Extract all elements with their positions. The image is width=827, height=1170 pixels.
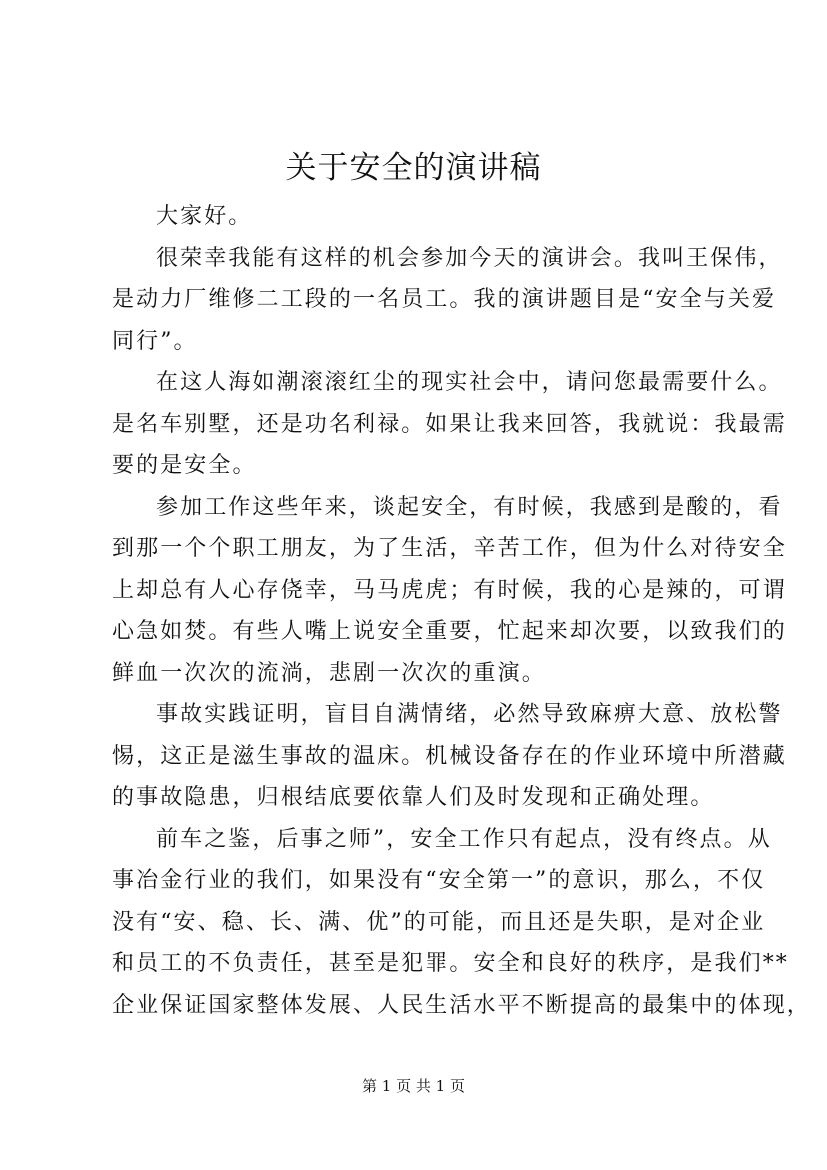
- text-line: 是名车别墅，还是功名利禄。如果让我来回答，我就说：我最需: [112, 411, 787, 437]
- paragraph-experience: [112, 487, 787, 695]
- text-line: 心急如焚。有些人嘴上说安全重要，忙起来却次要，以致我们的: [112, 619, 787, 644]
- text-line: 惕，这正是滋生事故的温床。机械设备存在的作业环境中所潜藏: [112, 743, 787, 769]
- text-line: 要的是安全。: [112, 453, 257, 478]
- text-line: 事故实践证明，盲目自满情绪，必然导致麻痹大意、放松警: [156, 702, 783, 727]
- text-line: 鲜血一次次的流淌，悲剧一次次的重演。: [112, 660, 546, 686]
- text-line: 的事故隐患，归根结底要依靠人们及时发现和正确处理。: [112, 785, 715, 810]
- text-line: 事冶金行业的我们，如果没有“安全第一”的意识，那么，不仅: [112, 868, 766, 893]
- document-body: [112, 196, 811, 1026]
- paragraph-accident-practice: [112, 694, 787, 819]
- text-line: 大家好。: [156, 204, 253, 229]
- paragraph-introduction: [112, 238, 783, 363]
- text-line: 很荣幸我能有这样的机会参加今天的演讲会。我叫王保伟，: [156, 245, 783, 271]
- text-line: 上却总有人心存侥幸，马马虎虎；有时候，我的心是辣的，可谓: [112, 577, 787, 603]
- paragraph-need: [112, 362, 787, 487]
- text-line: 没有“安、稳、长、满、优”的可能，而且还是失职，是对企业: [112, 909, 766, 935]
- text-line: 参加工作这些年来，谈起安全，有时候，我感到是酸的，看: [156, 494, 783, 520]
- text-line: 在这人海如潮滚滚红尘的现实社会中，请问您最需要什么。: [156, 370, 783, 395]
- text-line: 到那一个个职工朋友，为了生活，辛苦工作，但为什么对待安全: [112, 536, 787, 561]
- paragraph-lessons: [112, 819, 811, 1027]
- text-line: 企业保证国家整体发展、人民生活水平不断提高的最集中的体现，: [112, 992, 811, 1018]
- page-footer: 第 1 页 共 1 页: [362, 1077, 465, 1095]
- document-title: 关于安全的演讲稿: [285, 150, 542, 186]
- text-line: 是动力厂维修二工段的一名员工。我的演讲题目是“安全与关爱: [112, 287, 777, 312]
- text-line: 同行”。: [112, 328, 198, 354]
- paragraph-greeting: [112, 196, 718, 238]
- text-line: 前车之鉴，后事之师”，安全工作只有起点，没有终点。从: [156, 826, 772, 852]
- text-line: 和员工的不负责任，甚至是犯罪。安全和良好的秩序，是我们**: [112, 951, 789, 976]
